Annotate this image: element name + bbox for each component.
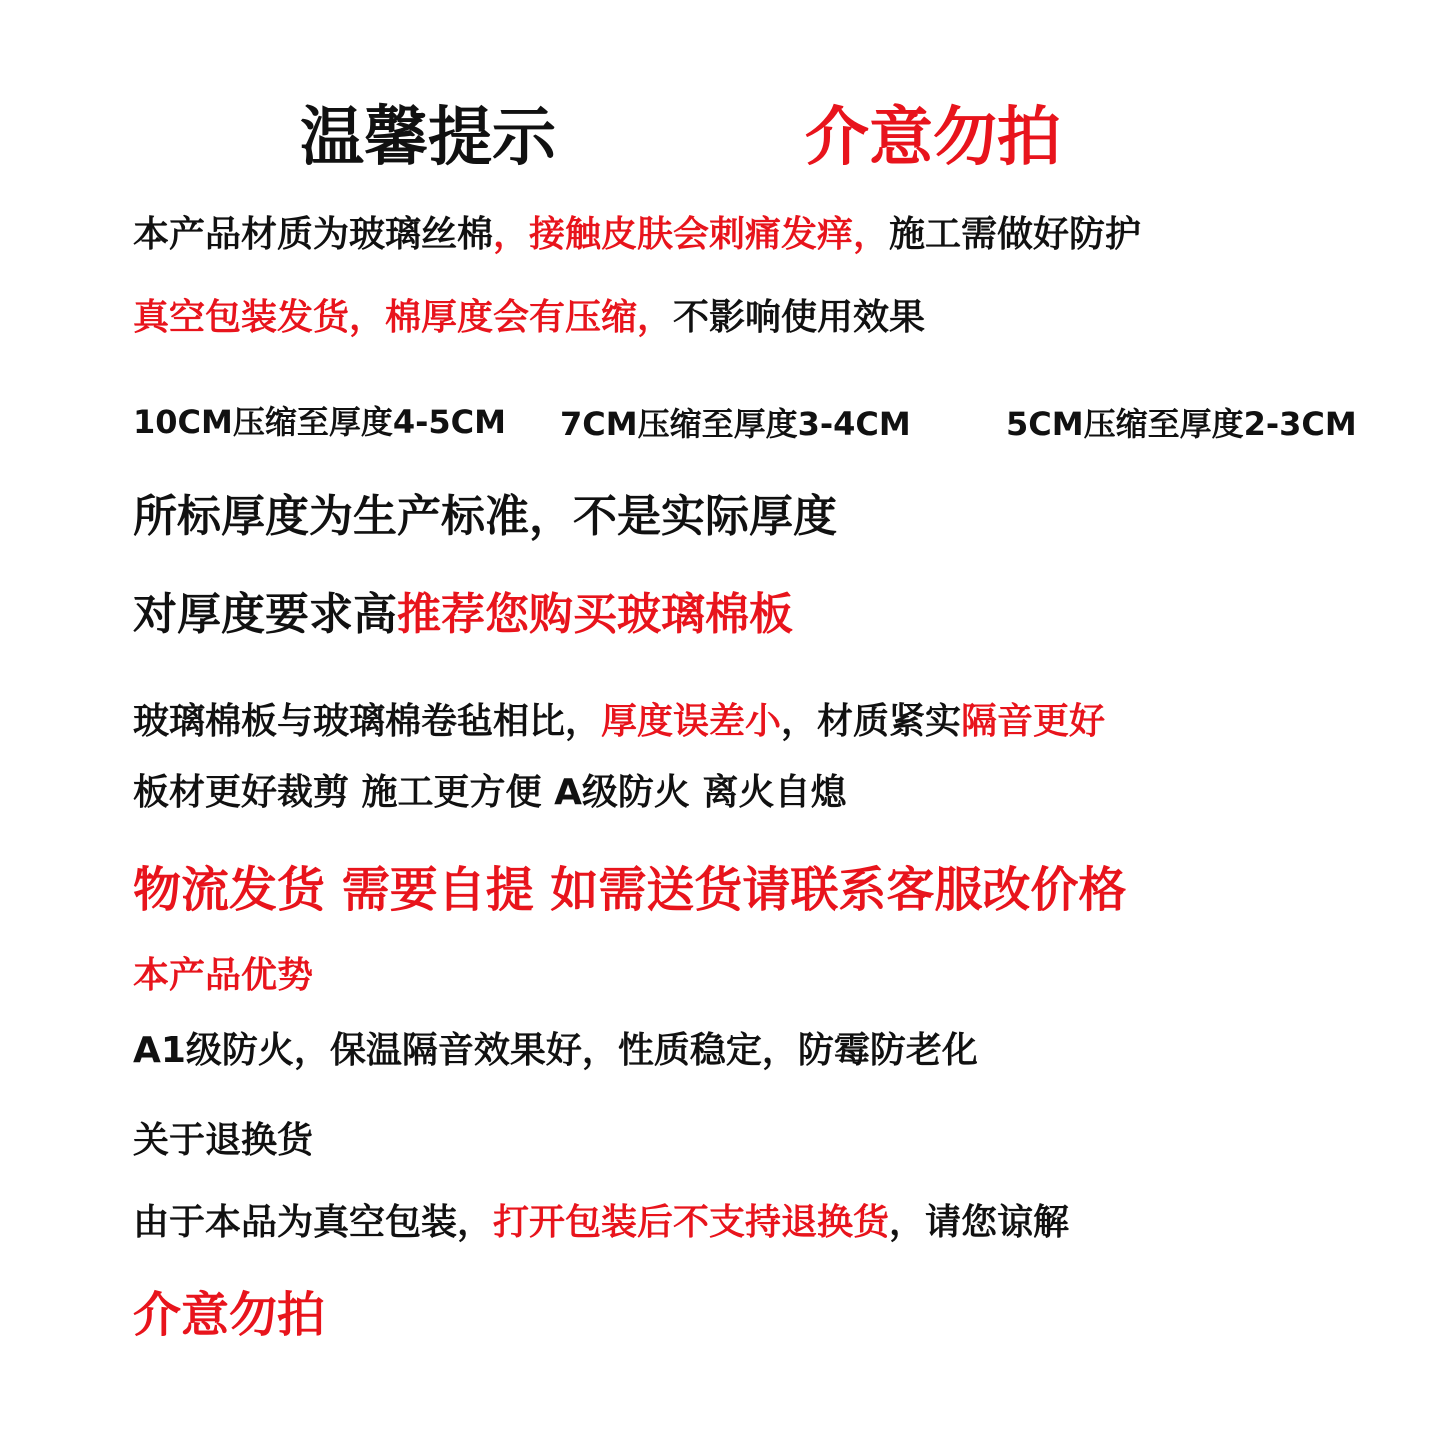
no-returns-text: 打开包装后不支持退换货 [493,1202,890,1243]
footer-mind-notice: 介意勿拍 [133,1287,326,1343]
title-mind-notice: 介意勿拍 [805,101,1061,175]
advantages-text: A1级防火，保温隔音效果好，性质稳定，防霉防老化 [133,1030,978,1071]
vacuum-warning: 真空包装发货，棉厚度会有压缩， [133,297,674,338]
vacuum-reason: 由于本品为真空包装， [133,1202,494,1243]
vacuum-note [133,297,926,338]
protection-text: 施工需做好防护 [889,214,1142,255]
high-requirement-text: 对厚度要求高 [133,589,397,640]
shipping-note: 物流发货 需要自提 如需送货请联系客服改价格 [133,862,1127,918]
board-features: 板材更好裁剪 施工更方便 A级防火 离火自熄 [133,772,847,813]
compression-7cm: 7CM压缩至厚度3-4CM [560,405,911,443]
soundproof-text: 隔音更好 [961,701,1106,742]
title-warm-tips: 温馨提示 [300,101,556,175]
apology-text: ，请您谅解 [889,1202,1070,1243]
compression-10cm: 10CM压缩至厚度4-5CM [133,403,507,441]
compression-5cm: 5CM压缩至厚度2-3CM [1006,405,1357,443]
returns-policy [133,1202,1070,1243]
small-error-text: 厚度误差小 [601,701,782,742]
comparison-text: 玻璃棉板与玻璃棉卷毡相比， [133,701,602,742]
no-effect-text: 不影响使用效果 [673,297,926,338]
board-comparison [133,701,1106,742]
dense-text: ，材质紧实 [781,701,962,742]
material-note [133,214,1142,255]
thickness-standard-note: 所标厚度为生产标准，不是实际厚度 [133,491,837,542]
advantages-heading: 本产品优势 [133,955,314,996]
material-text: 本产品材质为玻璃丝棉 [133,214,494,255]
recommend-text: 推荐您购买玻璃棉板 [397,589,793,640]
skin-warning: ，接触皮肤会刺痛发痒， [493,214,890,255]
returns-heading: 关于退换货 [133,1120,314,1161]
recommend-board-note [133,589,793,640]
